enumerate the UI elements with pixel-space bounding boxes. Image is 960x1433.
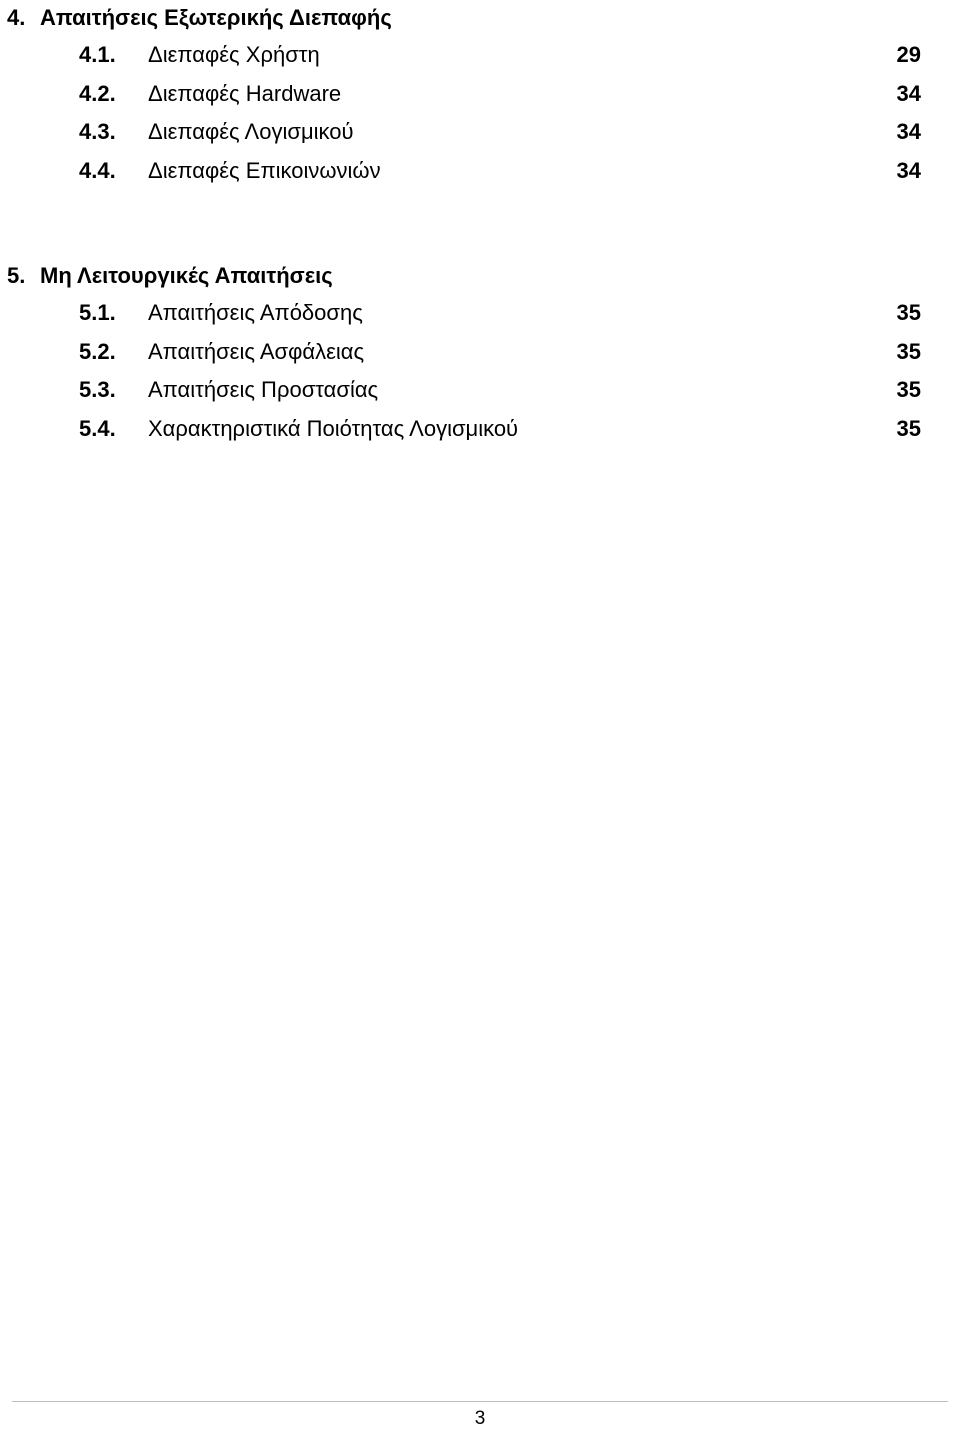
toc-section-heading[interactable] xyxy=(0,0,960,36)
entry-page-number: 35 xyxy=(896,300,921,325)
toc-entry-4-2[interactable] xyxy=(0,75,960,114)
entry-number: 5.1. xyxy=(79,300,116,325)
section-number: 4. xyxy=(7,5,26,30)
entry-number: 4.2. xyxy=(79,80,116,106)
toc-entry-4-3[interactable] xyxy=(0,113,960,152)
entry-number: 5.4. xyxy=(79,415,116,441)
toc-section-5 xyxy=(0,258,960,448)
entry-number: 5.3. xyxy=(79,377,116,402)
entry-title: Διεπαφές Επικοινωνιών xyxy=(148,157,381,183)
entry-title: Απαιτήσεις Ασφάλειας xyxy=(148,338,365,364)
entry-number: 4.4. xyxy=(79,157,116,183)
page-number: 3 xyxy=(474,1408,486,1429)
toc-entry-5-1[interactable] xyxy=(0,294,960,333)
footer-divider xyxy=(12,1401,948,1402)
entry-page-number: 29 xyxy=(896,42,921,67)
entry-number: 5.2. xyxy=(79,338,116,364)
section-number: 5. xyxy=(7,263,26,288)
entry-page-number: 34 xyxy=(896,80,921,106)
entry-number: 4.1. xyxy=(79,42,116,67)
section-title: Απαιτήσεις Εξωτερικής Διεπαφής xyxy=(40,5,392,30)
entry-page-number: 34 xyxy=(896,157,921,183)
toc-entry-4-4[interactable] xyxy=(0,152,960,191)
entry-page-number: 35 xyxy=(896,338,921,364)
entry-title: Χαρακτηριστικά Ποιότητας Λογισμικού xyxy=(148,415,519,441)
section-title: Μη Λειτουργικές Απαιτήσεις xyxy=(40,263,333,288)
entry-title: Διεπαφές Hardware xyxy=(148,80,342,106)
toc-entry-5-2[interactable] xyxy=(0,333,960,372)
toc-entry-5-4[interactable] xyxy=(0,410,960,449)
entry-title: Απαιτήσεις Απόδοσης xyxy=(148,300,363,325)
entry-page-number: 35 xyxy=(896,415,921,441)
entry-page-number: 35 xyxy=(896,377,921,402)
toc-entry-4-1[interactable] xyxy=(0,36,960,75)
entry-number: 4.3. xyxy=(79,119,116,144)
entry-title: Απαιτήσεις Προστασίας xyxy=(148,377,379,402)
entry-page-number: 34 xyxy=(896,119,921,144)
toc-section-4 xyxy=(0,0,960,190)
entry-title: Διεπαφές Λογισμικού xyxy=(148,119,354,144)
toc-entry-5-3[interactable] xyxy=(0,371,960,410)
entry-title: Διεπαφές Χρήστη xyxy=(148,42,320,67)
toc-section-heading[interactable] xyxy=(0,258,960,294)
